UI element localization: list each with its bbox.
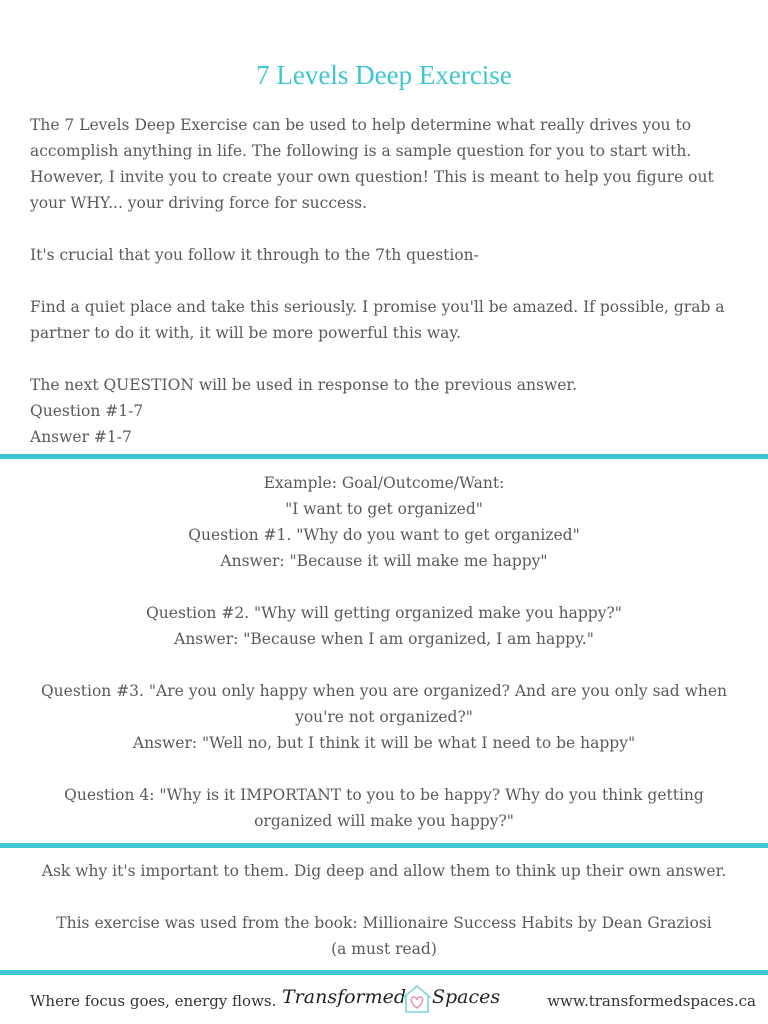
example-question-4-line-1: Question 4: "Why is it IMPORTANT to you to be happy? Why do you think getting bbox=[64, 786, 704, 804]
example-section bbox=[20, 470, 748, 834]
page-title: 7 Levels Deep Exercise bbox=[256, 60, 512, 90]
example-question-3-line-1: Question #3. "Are you only happy when you are organized? And are you only sad when bbox=[40, 682, 728, 700]
intro-section bbox=[30, 112, 750, 450]
closing-line-2: This exercise was used from the book: Millionaire Success Habits by Dean Graziosi bbox=[56, 914, 712, 932]
intro-paragraph-4 bbox=[30, 372, 750, 450]
intro-paragraph-3: Find a quiet place and take this seriously. I promise you'll be amazed. If possible, grab a partner to do it with, it will be more powerful this way. bbox=[30, 298, 725, 342]
example-answer-3: Answer: "Well no, but I think it will be what I need to be happy" bbox=[132, 734, 636, 752]
example-goal-label: Example: Goal/Outcome/Want: bbox=[263, 474, 505, 492]
brand-logo bbox=[282, 982, 522, 1018]
closing-line-3: (a must read) bbox=[331, 940, 437, 958]
intro-answer-range: Answer #1-7 bbox=[30, 428, 132, 446]
house-heart-icon bbox=[400, 982, 434, 1016]
example-question-2: Question #2. "Why will getting organized make you happy?" bbox=[146, 604, 622, 622]
divider-3 bbox=[0, 970, 768, 975]
example-question-1: Question #1. "Why do you want to get organized" bbox=[188, 526, 580, 544]
footer bbox=[0, 988, 768, 1018]
logo-word-transformed: Transformed bbox=[282, 986, 407, 1008]
intro-paragraph-1: The 7 Levels Deep Exercise can be used to help determine what really drives you to accomplish anything in life. The following is a sample question for you to start with. However, I invite you to create your own question! This is meant to help you figure out your WHY... your driving force for success. bbox=[30, 116, 714, 212]
footer-website: www.transformedspaces.ca bbox=[547, 992, 756, 1010]
intro-question-range: Question #1-7 bbox=[30, 402, 144, 420]
example-question-3-line-2: you're not organized?" bbox=[295, 708, 473, 726]
closing-line-1: Ask why it's important to them. Dig deep and allow them to think up their own answer. bbox=[41, 862, 727, 880]
example-answer-2: Answer: "Because when I am organized, I am happy." bbox=[174, 630, 594, 648]
intro-paragraph-2: It's crucial that you follow it through to the 7th question- bbox=[30, 246, 479, 264]
example-answer-1: Answer: "Because it will make me happy" bbox=[220, 552, 548, 570]
divider-2 bbox=[0, 843, 768, 848]
footer-slogan: Where focus goes, energy flows. bbox=[30, 992, 277, 1010]
intro-next-question: The next QUESTION will be used in response to the previous answer. bbox=[30, 376, 578, 394]
closing-section bbox=[20, 858, 748, 962]
divider-1 bbox=[0, 454, 768, 459]
example-question-4-line-2: organized will make you happy?" bbox=[254, 812, 514, 830]
logo-word-spaces: Spaces bbox=[432, 986, 501, 1008]
example-goal: "I want to get organized" bbox=[285, 500, 483, 518]
